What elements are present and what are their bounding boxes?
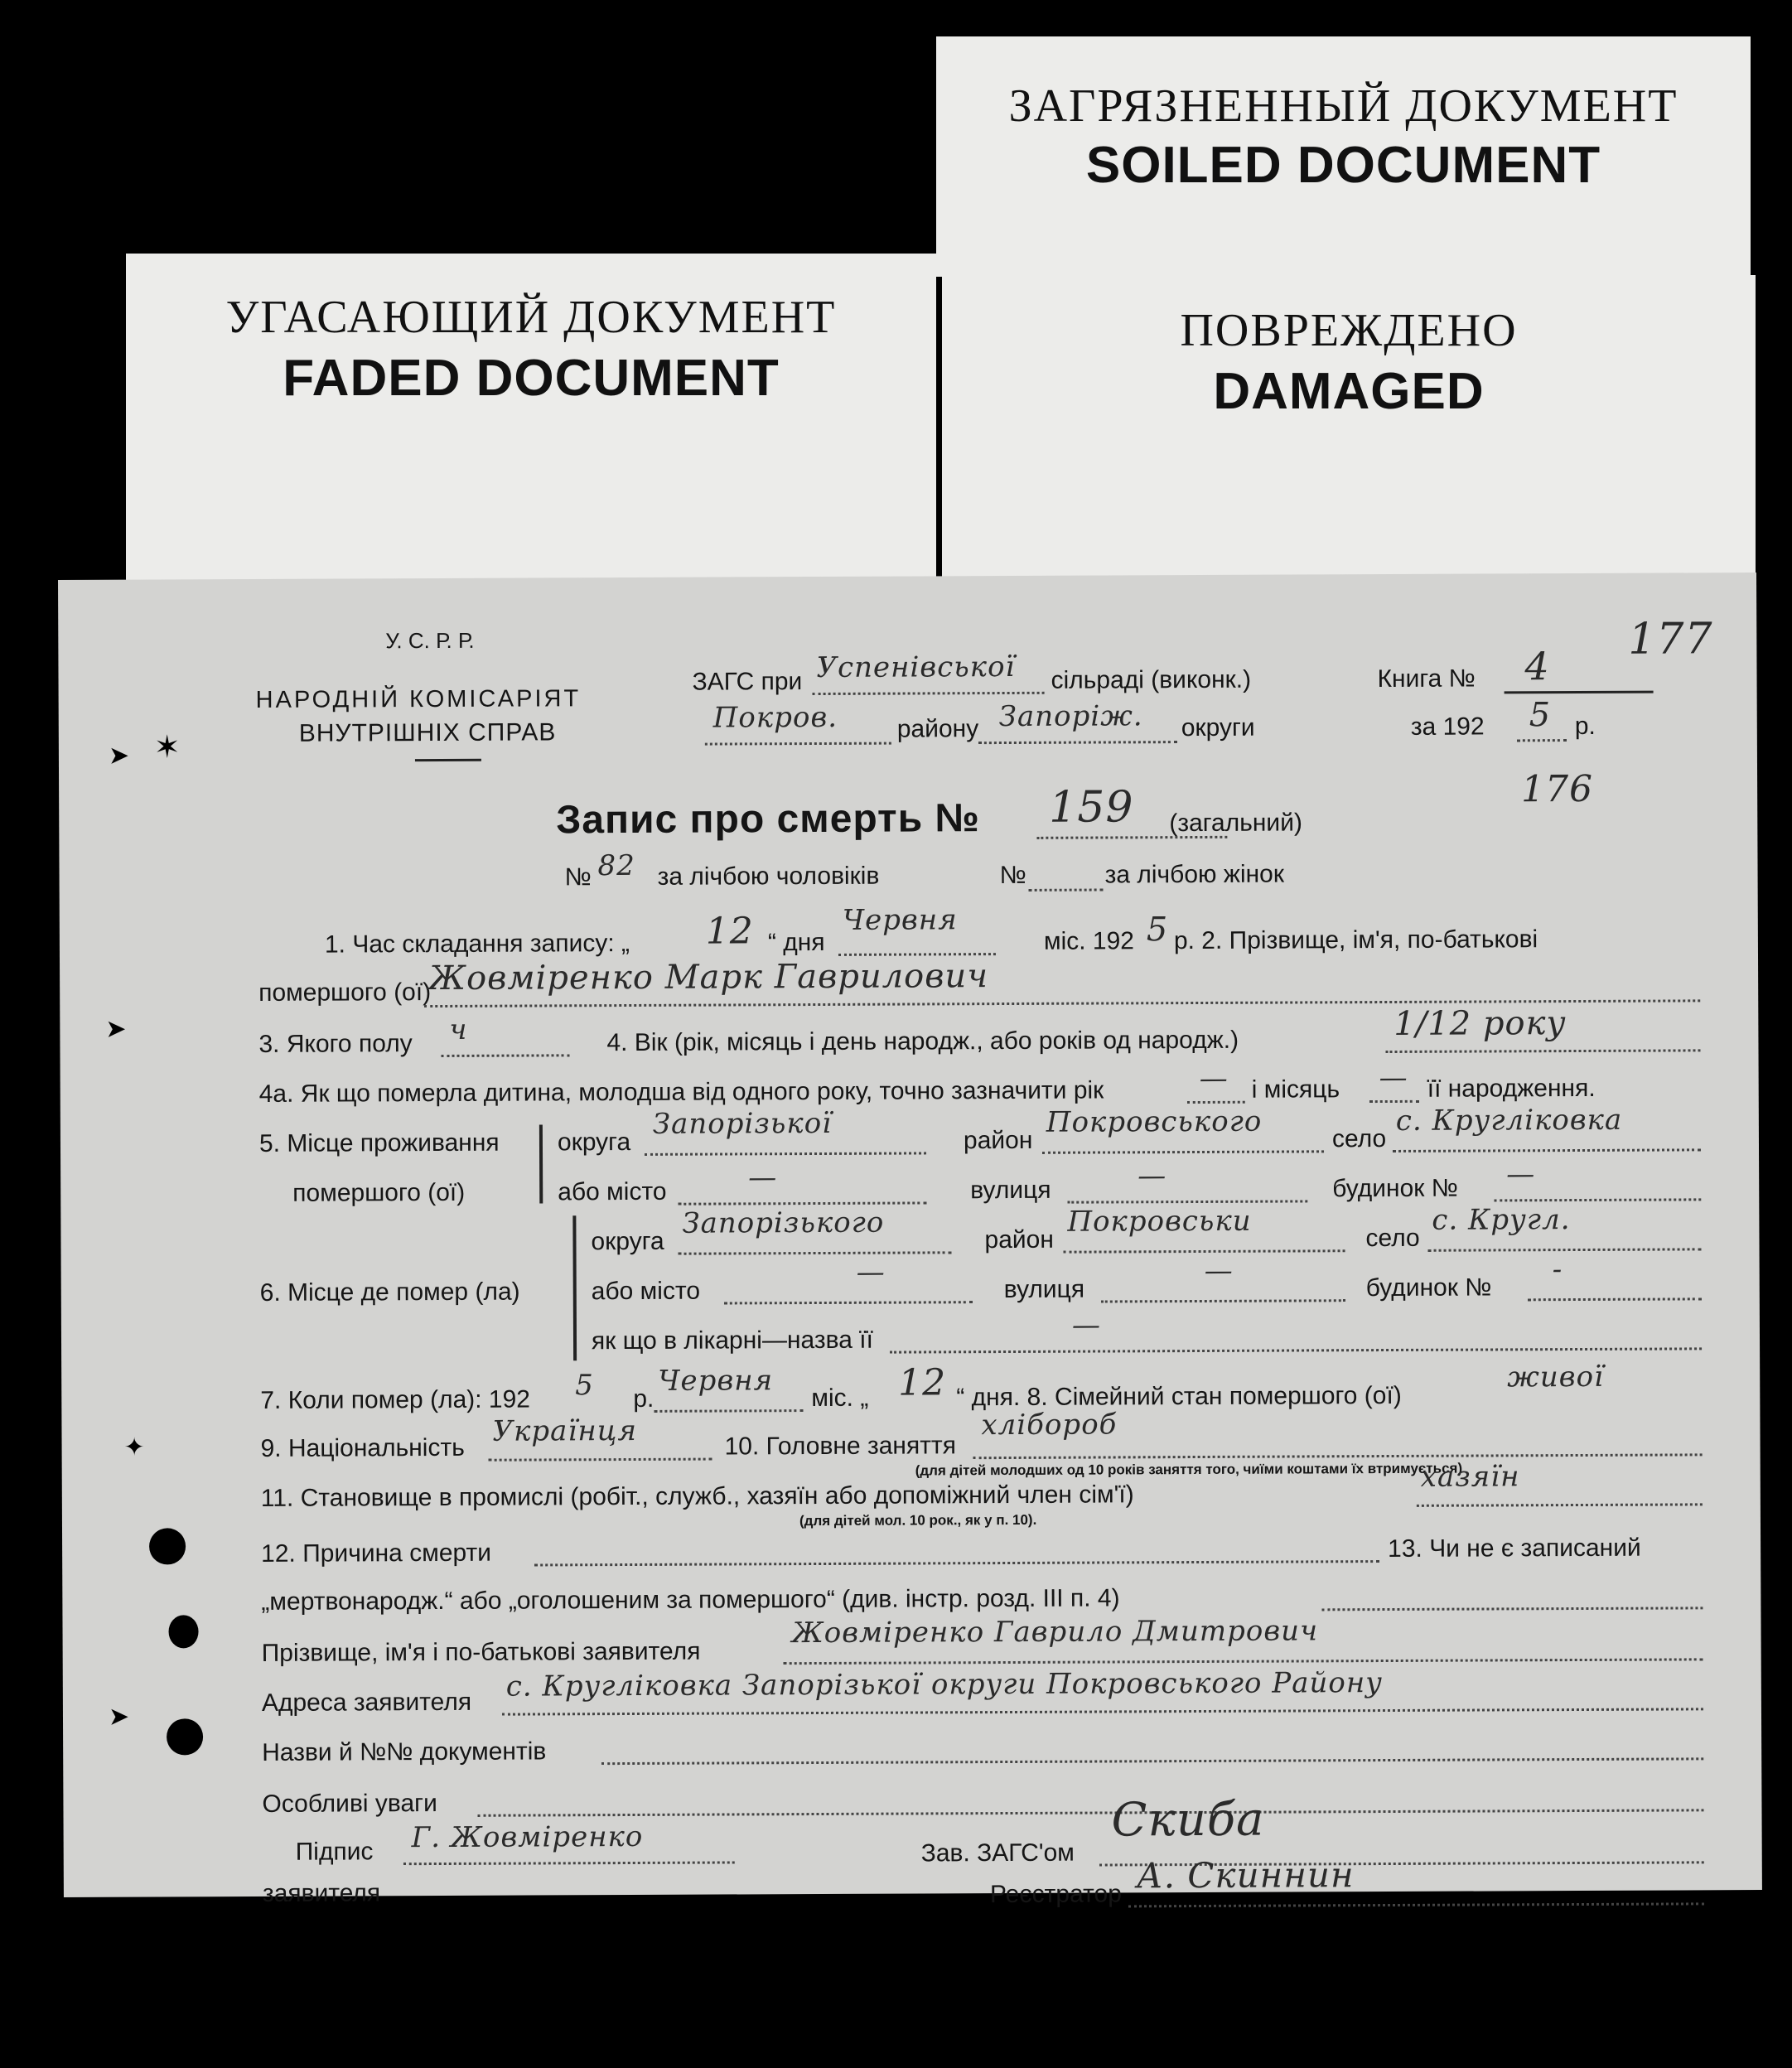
punch-hole — [168, 1615, 198, 1648]
header-underline — [415, 759, 481, 761]
death-house-label: будинок № — [1365, 1273, 1492, 1302]
position-line — [1417, 1503, 1703, 1507]
deceased-name-handwritten: Жовміренко Марк Гаврилович — [428, 957, 989, 998]
commissariat-label-2: ВНУТРІШНІХ СПРАВ — [298, 718, 557, 747]
faded-label-en: FADED DOCUMENT — [283, 350, 780, 407]
death-month-handwritten: Червня — [658, 1364, 774, 1398]
death-okruha-handwritten: Запорізького — [682, 1206, 885, 1240]
applicant-address-handwritten: с. Кругліковка Запорізької округи Покровського Району — [505, 1666, 1384, 1703]
item-4a-label: 4а. Як що померла дитина, молодша від одного року, точно зазначити рік — [258, 1076, 1104, 1108]
res-selo-line — [1393, 1148, 1701, 1152]
death-okruha-label: округа — [591, 1227, 664, 1256]
damage-mark-icon: ➤ — [108, 742, 130, 770]
signature-label: Підпис — [295, 1838, 374, 1866]
res-selo-handwritten: с. Кругліковка — [1395, 1103, 1623, 1138]
item-13-label: 13. Чи не є записаний — [1388, 1534, 1641, 1563]
raion-handwritten: Покров. — [712, 700, 838, 735]
men-number-prefix: № — [564, 863, 592, 891]
nationality-handwritten: Українця — [492, 1413, 637, 1448]
damage-mark-icon: ✶ — [153, 730, 181, 766]
age-line — [1385, 1049, 1700, 1053]
okruha-line — [978, 741, 1177, 744]
record-number-handwritten: 159 — [1049, 782, 1134, 833]
item-7-month-label: міс. „ — [811, 1384, 869, 1413]
applicant-address-label: Адреса заявителя — [261, 1688, 472, 1717]
marital-handwritten: живої — [1507, 1360, 1604, 1394]
faded-label-ru: УГАСАЮЩИЙ ДОКУМЕНТ — [225, 292, 837, 343]
applicant-name-label: Прізвище, ім'я і по-батькові заявителя — [261, 1637, 701, 1667]
item-1-month-label: міс. 192 — [1043, 927, 1135, 955]
item-4a-suffix: її народження. — [1427, 1074, 1596, 1103]
sex-line — [442, 1054, 570, 1057]
damage-mark-icon: ➤ — [105, 1015, 127, 1043]
death-city-handwritten: — — [856, 1255, 886, 1289]
item-6-brace — [572, 1215, 577, 1360]
documents-line — [601, 1757, 1703, 1765]
registrar-signature-handwritten: А. Скиннин — [1136, 1854, 1355, 1896]
item-8-label: “ дня. 8. Сімейний стан помершого (ої) — [956, 1381, 1402, 1412]
remarks-label: Особливі уваги — [262, 1790, 437, 1818]
item-10-note: (для дітей молодших од 10 років заняття того, чиїми коштами їх втримується) — [915, 1460, 1463, 1479]
applicant-signature-line — [403, 1861, 735, 1865]
death-raion-line — [1064, 1249, 1345, 1253]
item-11-note: (для дітей мол. 10 рок., як у п. 10). — [799, 1511, 1037, 1529]
applicant-signature-handwritten: Г. Жовміренко — [411, 1819, 644, 1855]
res-city-line — [678, 1201, 926, 1205]
registrar-label: Реєстратор — [989, 1880, 1122, 1909]
punch-hole — [149, 1528, 186, 1564]
death-record-form — [58, 573, 1762, 1909]
res-city-label: або місто — [558, 1177, 667, 1206]
item-7-year-suffix: р. — [633, 1384, 654, 1413]
hospital-label: як що в лікарні—назва її — [591, 1326, 873, 1355]
side-number-handwritten: 176 — [1521, 767, 1594, 811]
head-label: Зав. ЗАГС'ом — [920, 1838, 1075, 1867]
age-handwritten: 1/12 року — [1394, 1004, 1567, 1043]
book-label: Книга № — [1377, 664, 1476, 693]
item-3-label: 3. Якого полу — [258, 1030, 413, 1058]
men-count-label: за лічбою чоловіків — [657, 862, 880, 891]
hospital-handwritten: — — [1071, 1308, 1102, 1342]
death-street-handwritten: — — [1204, 1254, 1234, 1288]
occupation-line — [973, 1453, 1703, 1459]
death-raion-handwritten: Покровськи — [1067, 1204, 1252, 1239]
death-house-line — [1528, 1297, 1702, 1301]
village-council-suffix: сільраді (виконк.) — [1051, 665, 1252, 694]
women-number-line — [1029, 888, 1104, 891]
ussr-label: У. С. Р. Р. — [385, 627, 475, 654]
month-line — [838, 953, 996, 956]
faded-document-card — [126, 254, 936, 593]
damage-mark-icon: ✦ — [123, 1433, 145, 1462]
item-7-label: 7. Коли помер (ла): 192 — [260, 1385, 531, 1414]
death-house-handwritten: - — [1552, 1253, 1563, 1287]
raion-line — [705, 742, 891, 746]
applicant-name-line — [784, 1658, 1703, 1665]
death-raion-label: район — [984, 1225, 1054, 1254]
hospital-line — [890, 1347, 1702, 1353]
birth-year-line — [1187, 1101, 1245, 1104]
birth-month-handwritten: — — [1379, 1061, 1408, 1095]
day-handwritten: 12 — [705, 910, 754, 953]
remarks-line — [478, 1809, 1704, 1816]
record-title: Запис про смерть № — [556, 796, 981, 843]
general-label: (загальний) — [1169, 809, 1302, 838]
item-5-brace — [539, 1124, 543, 1203]
signature-applicant-label: заявителя — [262, 1879, 381, 1907]
head-signature-handwritten: Скиба — [1111, 1792, 1265, 1848]
men-number-handwritten: 82 — [597, 848, 635, 883]
death-selo-label: село — [1365, 1224, 1420, 1253]
damaged-label-en: DAMAGED — [1213, 363, 1485, 420]
res-street-handwritten: — — [1138, 1159, 1167, 1193]
damaged-label-ru: ПОВРЕЖДЕНО — [1180, 305, 1518, 356]
item-4a-month-label: і місяць — [1251, 1075, 1340, 1104]
item-1-day-label: “ дня — [767, 928, 825, 957]
res-city-handwritten: — — [748, 1161, 778, 1195]
res-okruha-label: округа — [557, 1128, 631, 1157]
year-handwritten: 5 — [1146, 911, 1169, 949]
death-okruha-line — [679, 1251, 952, 1254]
death-city-line — [724, 1301, 973, 1304]
corner-number-handwritten: 177 — [1628, 614, 1713, 664]
item-11-label: 11. Становище в промислі (робіт., служб., хазяїн або допоміжний член сім'ї) — [260, 1481, 1134, 1512]
position-handwritten: хазяїн — [1420, 1460, 1520, 1494]
commissariat-label: НАРОДНІЙ КОМІСАРІЯТ — [255, 685, 582, 713]
birth-month-line — [1369, 1100, 1419, 1103]
item-13-label-2: „мертвонародж.“ або „оголошеним за помершого“ (див. інстр. розд. III п. 4) — [261, 1584, 1120, 1616]
deceased-label: помершого (ої) — [258, 978, 432, 1007]
res-street-line — [1067, 1200, 1307, 1203]
res-house-label: будинок № — [1332, 1174, 1458, 1203]
women-number-prefix: № — [999, 861, 1026, 890]
zags-label: ЗАГС при — [692, 668, 803, 696]
occupation-handwritten: хлібороб — [981, 1408, 1118, 1442]
res-okruha-line — [645, 1152, 926, 1155]
item-5-label: 5. Місце проживання — [258, 1128, 500, 1157]
res-raion-handwritten: Покровського — [1046, 1104, 1263, 1139]
registrar-signature-line — [1128, 1902, 1704, 1907]
nationality-line — [489, 1458, 712, 1462]
book-number-handwritten: 4 — [1524, 644, 1550, 689]
applicant-name-handwritten: Жовміренко Гаврило Дмитрович — [791, 1614, 1319, 1650]
res-street-label: вулиця — [970, 1176, 1051, 1205]
res-house-line — [1494, 1198, 1701, 1201]
item-1-label: 1. Час складання запису: „ — [324, 929, 630, 959]
book-number-line — [1505, 691, 1654, 694]
death-selo-line — [1428, 1248, 1702, 1251]
stillborn-line — [1321, 1607, 1703, 1611]
item-10-label: 10. Головне заняття — [724, 1432, 956, 1461]
death-street-line — [1101, 1299, 1345, 1302]
punch-hole — [167, 1718, 203, 1755]
item-9-label: 9. Національність — [260, 1433, 465, 1462]
death-selo-handwritten: с. Кругл. — [1432, 1203, 1571, 1237]
item-6-label: 6. Місце де помер (ла) — [259, 1278, 520, 1307]
death-street-label: вулиця — [1003, 1275, 1085, 1304]
year-label: за 192 — [1410, 713, 1485, 741]
death-month-line — [654, 1409, 803, 1413]
cause-line — [534, 1560, 1379, 1566]
okruha-handwritten: Запоріж. — [998, 699, 1143, 734]
res-okruha-handwritten: Запорізької — [652, 1106, 833, 1141]
soiled-label-en: SOILED DOCUMENT — [1085, 137, 1601, 194]
damage-mark-icon: ➤ — [108, 1703, 130, 1731]
village-council-handwritten: Успенівської — [816, 650, 1016, 685]
okruha-label: округи — [1181, 713, 1255, 742]
soiled-label-ru: ЗАГРЯЗНЕННЫЙ ДОКУМЕНТ — [1008, 80, 1678, 132]
res-raion-line — [1042, 1150, 1324, 1153]
res-raion-label: район — [963, 1126, 1033, 1155]
death-day-handwritten: 12 — [898, 1361, 947, 1404]
applicant-address-line — [502, 1708, 1703, 1715]
village-council-line — [813, 692, 1045, 695]
res-selo-label: село — [1331, 1125, 1387, 1153]
documents-label: Назви й №№ документів — [262, 1737, 547, 1766]
death-city-label: або місто — [591, 1277, 701, 1306]
item-2-label: р. 2. Прізвище, ім'я, по-батькові — [1173, 925, 1538, 955]
raion-label: району — [896, 715, 979, 743]
damaged-document-card — [942, 275, 1756, 600]
item-4-label: 4. Вік (рік, місяць і день народж., або років од народж.) — [606, 1026, 1239, 1057]
birth-year-handwritten: — — [1199, 1061, 1229, 1095]
sex-handwritten: ч — [449, 1012, 468, 1046]
soiled-document-card — [936, 36, 1751, 277]
item-5-label-2: помершого (ої) — [292, 1178, 466, 1207]
year-line — [1517, 739, 1567, 742]
year-digit-handwritten: 5 — [1529, 696, 1552, 735]
item-12-label: 12. Причина смерти — [261, 1539, 492, 1568]
month-handwritten: Червня — [842, 903, 958, 937]
res-house-handwritten: — — [1506, 1157, 1536, 1191]
women-count-label: за лічбою жінок — [1104, 860, 1285, 889]
death-year-handwritten: 5 — [575, 1369, 594, 1403]
year-suffix: р. — [1574, 712, 1596, 741]
